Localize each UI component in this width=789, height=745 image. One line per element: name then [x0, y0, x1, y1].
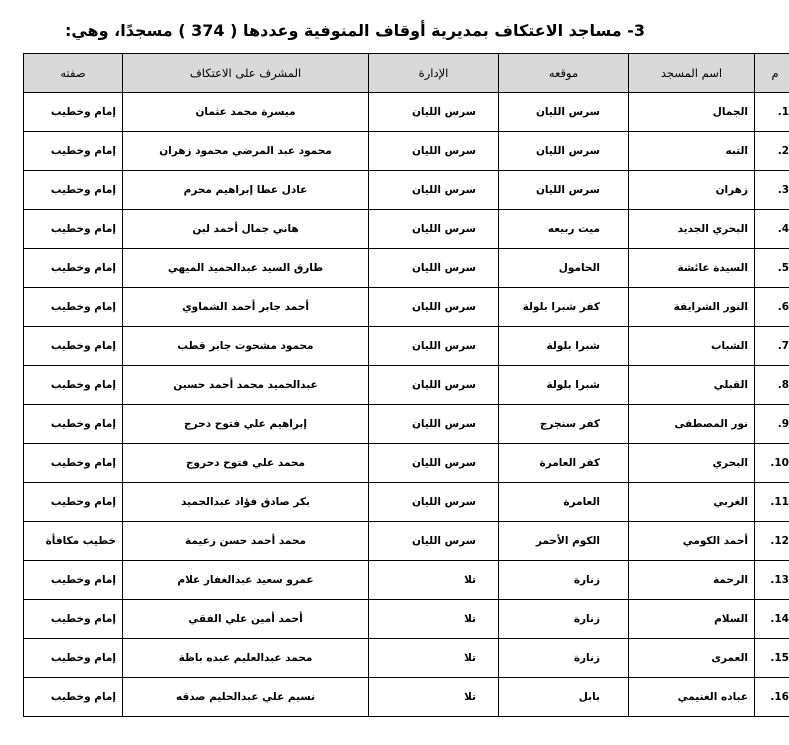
table-header [24, 54, 789, 93]
cell-administration: سرس الليان [369, 522, 499, 561]
table-row [24, 366, 789, 405]
cell-mosque-name: القبلي [629, 366, 755, 405]
cell-role: إمام وخطيب [24, 327, 123, 366]
cell-administration: سرس الليان [369, 210, 499, 249]
cell-mosque-name: الغربي [629, 483, 755, 522]
cell-supervisor: محمود مشحوت جابر قطب [123, 327, 369, 366]
cell-location: سرس الليان [499, 171, 629, 210]
cell-role: إمام وخطيب [24, 132, 123, 171]
table-row [24, 132, 789, 171]
mosques-table [23, 53, 789, 717]
header-role: صفته [24, 54, 123, 93]
cell-mosque-name: التبه [629, 132, 755, 171]
cell-number: 8. [755, 366, 789, 405]
header-supervisor: المشرف على الاعتكاف [123, 54, 369, 93]
cell-mosque-name: البحري الجديد [629, 210, 755, 249]
cell-supervisor: محمد أحمد حسن زعيمة [123, 522, 369, 561]
cell-supervisor: بكر صادق فؤاد عبدالحميد [123, 483, 369, 522]
cell-mosque-name: النور الشرايفة [629, 288, 755, 327]
cell-supervisor: عادل عطا إبراهيم محرم [123, 171, 369, 210]
cell-supervisor: نسيم علي عبدالحليم صدقه [123, 678, 369, 717]
table-row [24, 444, 789, 483]
cell-administration: تلا [369, 600, 499, 639]
cell-role: إمام وخطيب [24, 600, 123, 639]
cell-administration: تلا [369, 678, 499, 717]
cell-supervisor: هاني جمال أحمد لبن [123, 210, 369, 249]
cell-administration: سرس الليان [369, 366, 499, 405]
cell-number: 4. [755, 210, 789, 249]
cell-number: 11. [755, 483, 789, 522]
table-row [24, 483, 789, 522]
cell-role: إمام وخطيب [24, 561, 123, 600]
cell-role: إمام وخطيب [24, 366, 123, 405]
cell-administration: تلا [369, 639, 499, 678]
table-row [24, 561, 789, 600]
cell-administration: سرس الليان [369, 327, 499, 366]
cell-number: 5. [755, 249, 789, 288]
cell-supervisor: إبراهيم علي فتوح دحرج [123, 405, 369, 444]
cell-location: العامرة [499, 483, 629, 522]
table-row [24, 639, 789, 678]
mosques-table-container [23, 53, 789, 717]
cell-mosque-name: زهران [629, 171, 755, 210]
table-row [24, 600, 789, 639]
table-row [24, 93, 789, 132]
cell-number: 3. [755, 171, 789, 210]
cell-supervisor: عمرو سعيد عبدالغفار علام [123, 561, 369, 600]
cell-mosque-name: البحري [629, 444, 755, 483]
cell-administration: تلا [369, 561, 499, 600]
cell-location: زنارة [499, 600, 629, 639]
cell-supervisor: أحمد جابر أحمد الشماوي [123, 288, 369, 327]
cell-administration: سرس الليان [369, 444, 499, 483]
cell-administration: سرس الليان [369, 249, 499, 288]
cell-mosque-name: أحمد الكومي [629, 522, 755, 561]
page-title: 3- مساجد الاعتكاف بمديرية أوقاف المنوفية وعددها ( 374 ) مسجدًا، وهي: [64, 21, 645, 40]
table-row [24, 249, 789, 288]
cell-location: بابل [499, 678, 629, 717]
table-body [24, 93, 789, 717]
cell-location: زنارة [499, 561, 629, 600]
cell-mosque-name: نور المصطفى [629, 405, 755, 444]
cell-number: 6. [755, 288, 789, 327]
cell-mosque-name: عباده الغنيمي [629, 678, 755, 717]
cell-location: الكوم الأحمر [499, 522, 629, 561]
cell-location: شبرا بلولة [499, 366, 629, 405]
cell-role: إمام وخطيب [24, 444, 123, 483]
cell-location: كفر العامرة [499, 444, 629, 483]
table-row [24, 522, 789, 561]
cell-number: 9. [755, 405, 789, 444]
cell-location: كفر شبرا بلولة [499, 288, 629, 327]
cell-number: 16. [755, 678, 789, 717]
table-row [24, 288, 789, 327]
cell-administration: سرس الليان [369, 483, 499, 522]
header-location: موقعه [499, 54, 629, 93]
cell-role: إمام وخطيب [24, 405, 123, 444]
cell-location: شبرا بلولة [499, 327, 629, 366]
cell-location: ميت ربيعه [499, 210, 629, 249]
cell-number: 2. [755, 132, 789, 171]
table-row [24, 327, 789, 366]
cell-supervisor: محمد علي فتوح دحروج [123, 444, 369, 483]
cell-number: 7. [755, 327, 789, 366]
cell-number: 13. [755, 561, 789, 600]
cell-mosque-name: السلام [629, 600, 755, 639]
cell-number: 14. [755, 600, 789, 639]
header-row [24, 54, 789, 93]
cell-administration: سرس الليان [369, 288, 499, 327]
cell-supervisor: ميسرة محمد عثمان [123, 93, 369, 132]
cell-role: إمام وخطيب [24, 93, 123, 132]
cell-administration: سرس الليان [369, 93, 499, 132]
cell-mosque-name: الشباب [629, 327, 755, 366]
cell-supervisor: أحمد أمين علي الفقي [123, 600, 369, 639]
cell-administration: سرس الليان [369, 132, 499, 171]
header-administration: الإدارة [369, 54, 499, 93]
cell-supervisor: محمود عبد المرضي محمود زهران [123, 132, 369, 171]
cell-role: إمام وخطيب [24, 639, 123, 678]
cell-role: إمام وخطيب [24, 249, 123, 288]
cell-location: سرس الليان [499, 93, 629, 132]
cell-number: 10. [755, 444, 789, 483]
cell-number: 1. [755, 93, 789, 132]
cell-supervisor: عبدالحميد محمد أحمد حسين [123, 366, 369, 405]
cell-mosque-name: الجمال [629, 93, 755, 132]
cell-location: سرس الليان [499, 132, 629, 171]
cell-mosque-name: الرحمة [629, 561, 755, 600]
cell-administration: سرس الليان [369, 171, 499, 210]
table-row [24, 678, 789, 717]
cell-number: 15. [755, 639, 789, 678]
table-row [24, 210, 789, 249]
cell-location: زنارة [499, 639, 629, 678]
cell-role: إمام وخطيب [24, 288, 123, 327]
header-mosque-name: اسم المسجد [629, 54, 755, 93]
cell-number: 12. [755, 522, 789, 561]
cell-role: إمام وخطيب [24, 171, 123, 210]
cell-location: كفر سنجرج [499, 405, 629, 444]
cell-supervisor: محمد عبدالعليم عبده باظة [123, 639, 369, 678]
cell-mosque-name: العمرى [629, 639, 755, 678]
cell-administration: سرس الليان [369, 405, 499, 444]
cell-role: خطيب مكافأة [24, 522, 123, 561]
cell-role: إمام وخطيب [24, 483, 123, 522]
header-m: م [755, 54, 789, 93]
cell-supervisor: طارق السيد عبدالحميد الميهي [123, 249, 369, 288]
cell-role: إمام وخطيب [24, 210, 123, 249]
cell-mosque-name: السيدة عائشة [629, 249, 755, 288]
table-row [24, 405, 789, 444]
cell-role: إمام وخطيب [24, 678, 123, 717]
table-row [24, 171, 789, 210]
cell-location: الحامول [499, 249, 629, 288]
